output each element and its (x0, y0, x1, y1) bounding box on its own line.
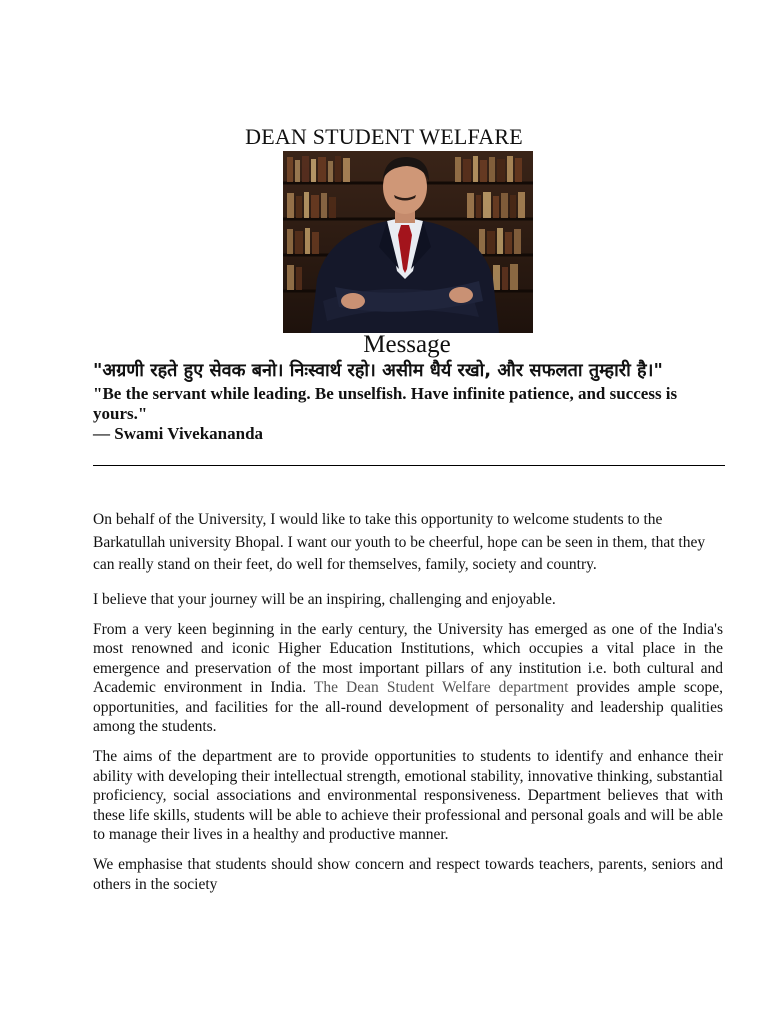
paragraph-aims: The aims of the department are to provide opportunities to students to identify and enhance their ability with developing their intellectual strength, emotional stability, innovative thinking, substantial proficiency, social associations and environmental responsiveness. Department believes that with these life skills, students will be able to achieve their professional and personal goals and will be able to manage their lives in a healthy and productive manner. (93, 748, 723, 844)
quote-english: "Be the servant while leading. Be unselfish. Have infinite patience, and success is yours." (93, 384, 678, 423)
paragraph-university (93, 620, 723, 738)
message-heading: Message (363, 331, 451, 358)
paragraph-university-highlight: The Dean Student Welfare department (313, 679, 569, 697)
paragraph-respect: We emphasise that students should show concern and respect towards teachers, parents, seniors and others in the society (93, 856, 723, 893)
paragraph-journey: I believe that your journey will be an inspiring, challenging and enjoyable. (93, 590, 556, 608)
page-title: DEAN STUDENT WELFARE (245, 124, 523, 149)
dean-portrait-photo (283, 151, 533, 333)
message-body (93, 509, 723, 894)
paragraph-university-text-2: provides ample scope, opportunities, and facilities for the all-round development of personality and leadership qualities among the students. (93, 679, 723, 736)
paragraph-university-text-1: From a very keen beginning in the early century, the University has emerged as one of the India's most renowned and iconic Higher Education Institutions, which occupies a vital place in the emergence and preservation of the most important pillars of any institution i.e. both cultural and Academic environment in India. (93, 620, 723, 697)
portrait-illustration (283, 151, 533, 333)
paragraph-welcome: On behalf of the University, I would like to take this opportunity to welcome students to the Barkatullah university Bhopal. I want our youth to be cheerful, hope can be seen in them, that they can really stand on their feet, do well for themselves, family, society and country. (93, 511, 706, 573)
divider-rule (93, 465, 725, 466)
quote-hindi: "अग्रणी रहते हुए सेवक बनो। निःस्वार्थ रहो। असीम धैर्य रखो, और सफलता तुम्हारी है।" (93, 360, 663, 381)
quote-attribution: — Swami Vivekananda (93, 424, 264, 443)
quote-block (93, 360, 725, 444)
